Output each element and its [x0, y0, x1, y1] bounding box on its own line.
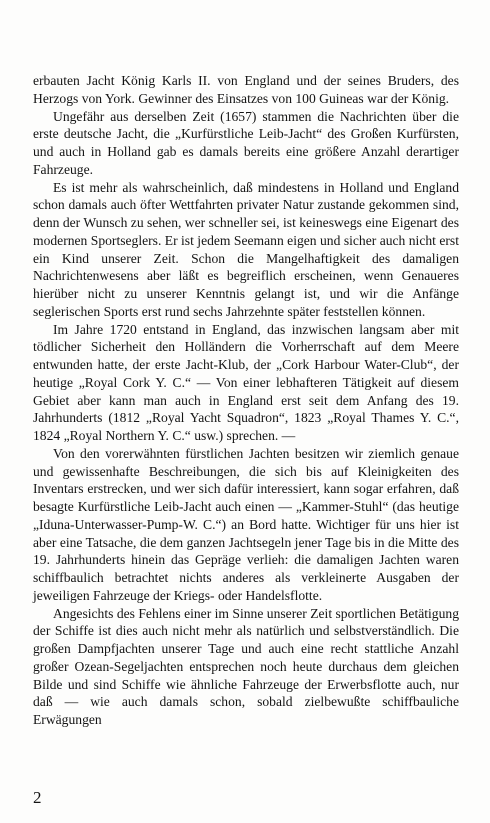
paragraph-sporting-activity: Angesichts des Fehlens einer im Sinne unserer Zeit sportlichen Betätigung der Schiffe ist dies auch nicht mehr als natürlich und selbstverständlich. Die großen Dampfjachten unserer Tage und auch eine recht stattliche Anzahl großer Ozean-Segeljachten entsprechen noch heute durchaus dem gleichen Bilde und sind Schiffe wie ähnliche Fahrzeuge der Erwerbsflotte auch, nur daß — wie auch damals schon, sobald zielbewußte schiffbauliche Erwägungen — [33, 605, 459, 727]
paragraph-princely-yachts: Von den vorerwähnten fürstlichen Jachten besitzen wir ziemlich genaue und gewissenhafte Beschreibungen, die sich bis auf Kleinigkeiten des Inventars erstrecken, und wer sich dafür interessiert, kann sogar erfahren, daß besagte Kurfürstliche Leib-Jacht auch einen — „Kammer-Stuhl“ (das heutige „Iduna-Unterwasser-Pump-W. C.“) an Bord hatte. Wichtiger für uns hier ist aber eine Tatsache, die dem ganzen Jachtsegeln jener Tage bis in die Mitte des 19. Jahrhunderts hinein das Gepräge verlieh: die damaligen Jachten waren schiffbaulich betrachtet nichts anderes als verkleinerte Ausgaben der jeweiligen Fahrzeuge der Kriegs- oder Handelsflotte. — [33, 445, 459, 603]
paragraph-first-yacht-club: Im Jahre 1720 entstand in England, das inzwischen langsam aber mit tödlicher Sicherheit den Holländern die Vorherrschaft auf dem Meere entwunden hatte, der erste Jacht-Klub, der „Cork Harbour Water-Club“, der heutige „Royal Cork Y. C.“ — Von einer lebhafteren Tätigkeit auf diesem Gebiet aber kann man auch in England erst seit dem Anfang des 19. Jahrhunderts (1812 „Royal Yacht Squadron“, 1823 „Royal Thames Y. C.“, 1824 „Royal Northern Y. C.“ usw.) sprechen. — — [33, 321, 459, 443]
paragraph-first-german-yacht: Ungefähr aus derselben Zeit (1657) stammen die Nachrichten über die erste deutsche Jacht, die „Kurfürstliche Leib-Jacht“ des Großen Kurfürsten, und auch in Holland gab es damals bereits eine größere Anzahl derartiger Fahrzeuge. — [33, 108, 459, 177]
paragraph-continuation: erbauten Jacht König Karls II. von England und der seines Bruders, des Herzogs von York. Gewinner des Einsatzes von 100 Guineas war der König. — [33, 73, 459, 106]
page-number: 2 — [33, 788, 42, 807]
paragraph-early-races: Es ist mehr als wahrscheinlich, daß mindestens in Holland und England schon damals auch öfter Wettfahrten privater Natur zustande gekommen sind, denn der Wunsch zu sehen, wer schneller sei, ist keineswegs eine Eigenart des modernen Sportseglers. Er ist jedem Seemann eigen und sicher auch nicht erst ein Kind unserer Zeit. Schon die Mangelhaftigkeit des damaligen Nachrichtenwesens aber läßt es begreiflich erscheinen, wenn Genaueres hierüber nicht zu unserer Kenntnis gelangt ist, und wir die Anfänge seglerischen Sports erst rund sechs Jahrzehnte später feststellen können. — [33, 179, 459, 319]
body-text — [33, 72, 459, 729]
